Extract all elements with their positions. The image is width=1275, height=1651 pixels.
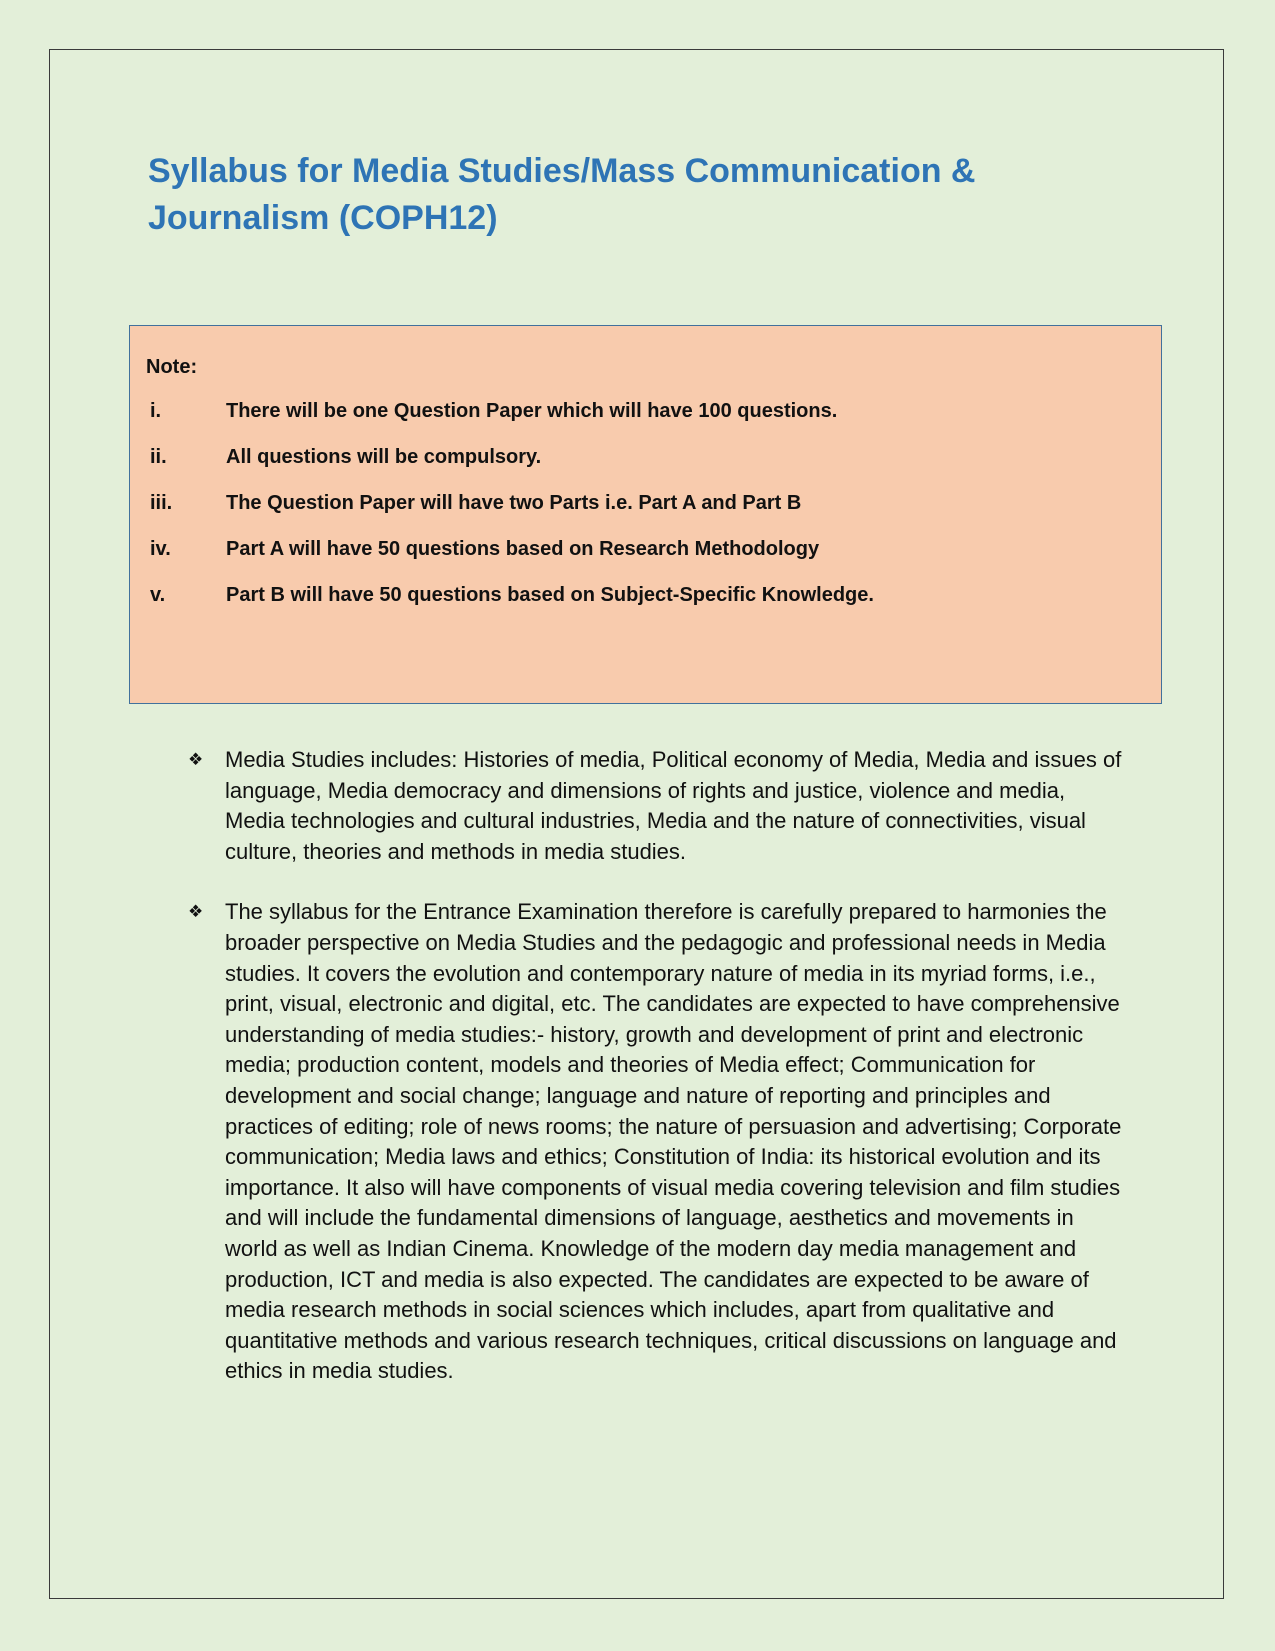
note-item-number: iv. [150,538,171,560]
list-item [188,897,1128,1387]
list-item [188,745,1128,867]
note-item-text: All questions will be compulsory. [226,446,542,468]
page-title: Syllabus for Media Studies/Mass Communication & Journalism (COPH12) [148,152,976,237]
four-diamond-bullet-icon: ❖ [188,750,204,769]
note-label: Note: [146,356,198,378]
note-item-text: The Question Paper will have two Parts i.e. Part A and Part B [226,492,802,514]
note-item-text: There will be one Question Paper which will have 100 questions. [226,400,838,422]
four-diamond-bullet-icon: ❖ [188,902,204,922]
syllabus-bullet-list [188,745,1128,1417]
note-box [129,325,1162,704]
note-item-number: i. [150,400,162,422]
note-item-number: ii. [150,446,167,468]
note-item-number: v. [150,584,166,606]
bullet-text: The syllabus for the Entrance Examination therefore is carefully prepared to harmonies the broader perspective on Media Studies and the pedagogic and professional needs in Media studies. It covers the evolution and contemporary nature of media in its myriad forms, i.e., print, visual, electronic and digital, etc. The candidates are expected to have comprehensive understanding of media studies:- history, growth and development of print and electronic media; production content, models and theories of Media effect; Communication for development and social change; language and nature of reporting and principles and practices of editing; role of news rooms; the nature of persuasion and advertising; Corporate communication; Media laws and ethics; Constitution of India: its historical evolution and its importance. It also will have components of visual media covering television and film studies and will include the fundamental dimensions of language, aesthetics and movements in world as well as Indian Cinema. Knowledge of the modern day media management and production, ICT and media is also expected. The candidates are expected to be aware of media research methods in social sciences which includes, apart from qualitative and quantitative methods and various research techniques, critical discussions on language and ethics in media studies. [225,899,1122,1384]
note-item-number: iii. [150,492,173,514]
bullet-text: Media Studies includes: Histories of media, Political economy of Media, Media and issues of language, Media democracy and dimensions of rights and justice, violence and media, Media technologies and cultural industries, Media and the nature of connectivities, visual culture, theories and methods in media studies. [225,747,1122,864]
note-item-text: Part B will have 50 questions based on Subject-Specific Knowledge. [226,584,874,606]
note-item-text: Part A will have 50 questions based on Research Methodology [226,538,820,560]
